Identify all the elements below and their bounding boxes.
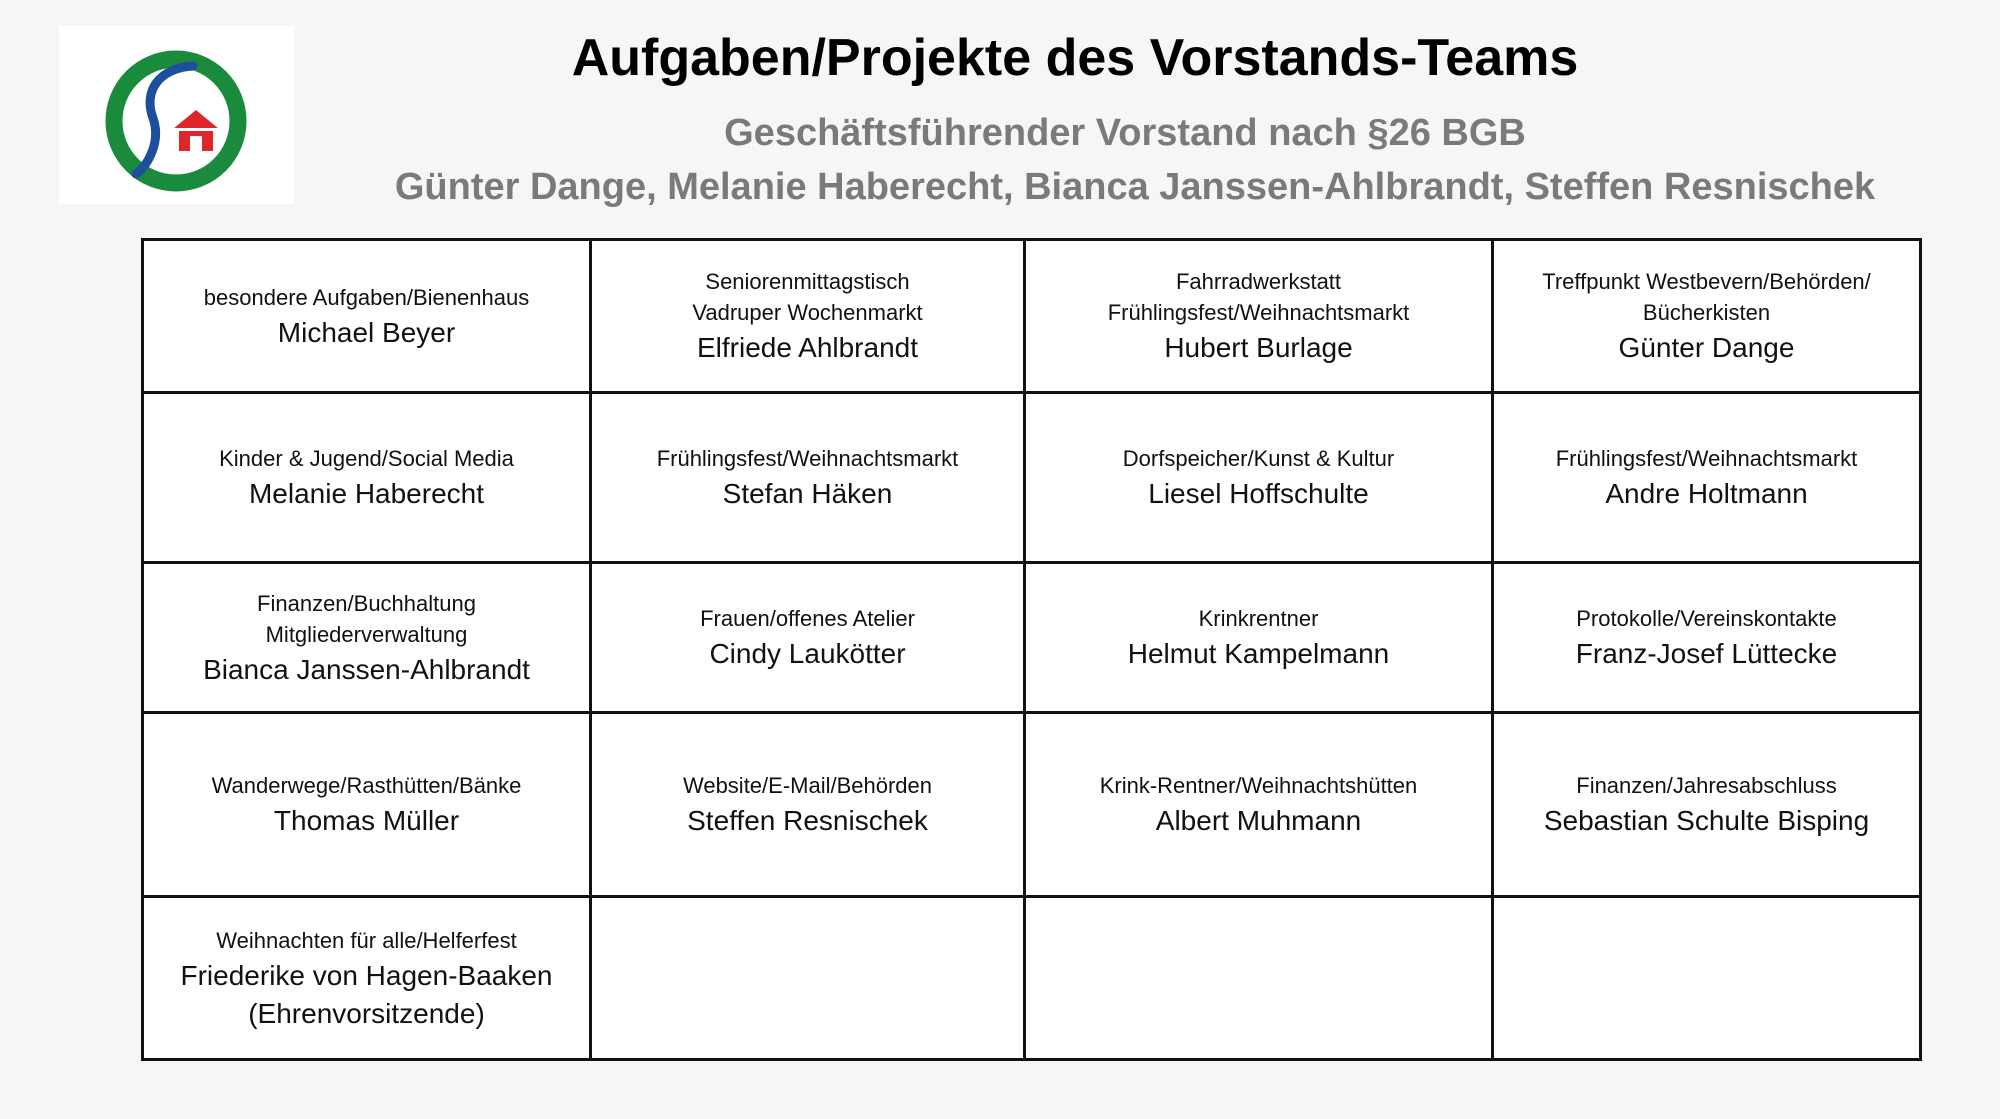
person-name: Franz-Josef Lüttecke bbox=[1575, 638, 1838, 669]
person-name: Helmut Kampelmann bbox=[1127, 638, 1390, 669]
person-name: Elfriede Ahlbrandt bbox=[696, 332, 919, 363]
task-label: Website/E-Mail/Behörden bbox=[682, 773, 933, 798]
task-label: Kinder & Jugend/Social Media bbox=[219, 446, 514, 471]
person-name: Melanie Haberecht bbox=[248, 478, 485, 509]
task-label: Weihnachten für alle/Helferfest bbox=[216, 927, 517, 953]
table-cell bbox=[592, 714, 1026, 898]
table-cell bbox=[144, 898, 592, 1058]
task-label: Finanzen/Buchhaltung bbox=[257, 590, 476, 616]
person-name: Thomas Müller bbox=[273, 805, 460, 836]
task-label: Treffpunkt Westbevern/Behörden/ bbox=[1542, 269, 1871, 294]
task-label: Wanderwege/Rasthütten/Bänke bbox=[211, 773, 522, 798]
task-label: Seniorenmittagstisch bbox=[705, 269, 910, 294]
task-label: Dorfspeicher/Kunst & Kultur bbox=[1122, 446, 1395, 471]
task-label: Frühlingsfest/Weihnachtsmarkt bbox=[656, 446, 959, 471]
person-name: Günter Dange bbox=[1618, 332, 1795, 363]
task-label: Krink-Rentner/Weihnachtshütten bbox=[1099, 773, 1418, 798]
board-members: Günter Dange, Melanie Haberecht, Bianca Janssen-Ahlbrandt, Steffen Resnischek bbox=[394, 166, 1876, 208]
person-name: Cindy Laukötter bbox=[709, 638, 906, 669]
page-title: Aufgaben/Projekte des Vorstands-Teams bbox=[571, 29, 1579, 87]
table-cell bbox=[1026, 564, 1494, 714]
table-cell bbox=[1026, 394, 1494, 564]
person-name: Bianca Janssen-Ahlbrandt bbox=[203, 653, 530, 685]
person-name: Albert Muhmann bbox=[1155, 805, 1362, 836]
task-label: besondere Aufgaben/Bienenhaus bbox=[203, 284, 530, 310]
person-name: Andre Holtmann bbox=[1605, 478, 1808, 509]
table-cell bbox=[1026, 241, 1494, 394]
task-label: Frühlingsfest/Weihnachtsmarkt bbox=[1107, 300, 1410, 325]
table-cell bbox=[592, 394, 1026, 564]
table-cell bbox=[1494, 241, 1919, 394]
task-label: Protokolle/Vereinskontakte bbox=[1576, 606, 1837, 631]
table-cell bbox=[144, 564, 592, 714]
person-name: Michael Beyer bbox=[277, 316, 456, 348]
task-label: Frauen/offenes Atelier bbox=[700, 606, 915, 631]
task-table bbox=[141, 238, 1922, 1061]
task-label: Fahrradwerkstatt bbox=[1175, 269, 1342, 294]
table-cell bbox=[592, 241, 1026, 394]
table-cell bbox=[144, 241, 592, 394]
page-subtitle: Geschäftsführender Vorstand nach §26 BGB bbox=[724, 112, 1526, 154]
person-name: Sebastian Schulte Bisping bbox=[1543, 805, 1870, 836]
table-cell bbox=[1494, 898, 1919, 1058]
table-cell bbox=[592, 898, 1026, 1058]
task-label: Krinkrentner bbox=[1198, 606, 1319, 631]
logo bbox=[59, 26, 294, 204]
association-logo-icon bbox=[101, 46, 251, 196]
person-name: Steffen Resnischek bbox=[687, 805, 928, 836]
person-name: Liesel Hoffschulte bbox=[1148, 478, 1369, 509]
table-cell bbox=[144, 714, 592, 898]
person-name: Hubert Burlage bbox=[1164, 332, 1353, 363]
table-cell bbox=[1026, 898, 1494, 1058]
table-cell bbox=[1494, 394, 1919, 564]
table-cell bbox=[144, 394, 592, 564]
table-cell bbox=[1494, 714, 1919, 898]
table-cell bbox=[1026, 714, 1494, 898]
task-label: Frühlingsfest/Weihnachtsmarkt bbox=[1555, 446, 1858, 471]
person-name: (Ehrenvorsitzende) bbox=[248, 997, 485, 1029]
table-cell bbox=[1494, 564, 1919, 714]
task-label: Bücherkisten bbox=[1642, 300, 1771, 325]
task-label: Mitgliederverwaltung bbox=[265, 621, 468, 647]
person-name: Friederike von Hagen-Baaken bbox=[180, 959, 553, 991]
task-label: Finanzen/Jahresabschluss bbox=[1576, 773, 1837, 798]
table-cell bbox=[592, 564, 1026, 714]
task-label: Vadruper Wochenmarkt bbox=[692, 300, 923, 325]
person-name: Stefan Häken bbox=[722, 478, 893, 509]
